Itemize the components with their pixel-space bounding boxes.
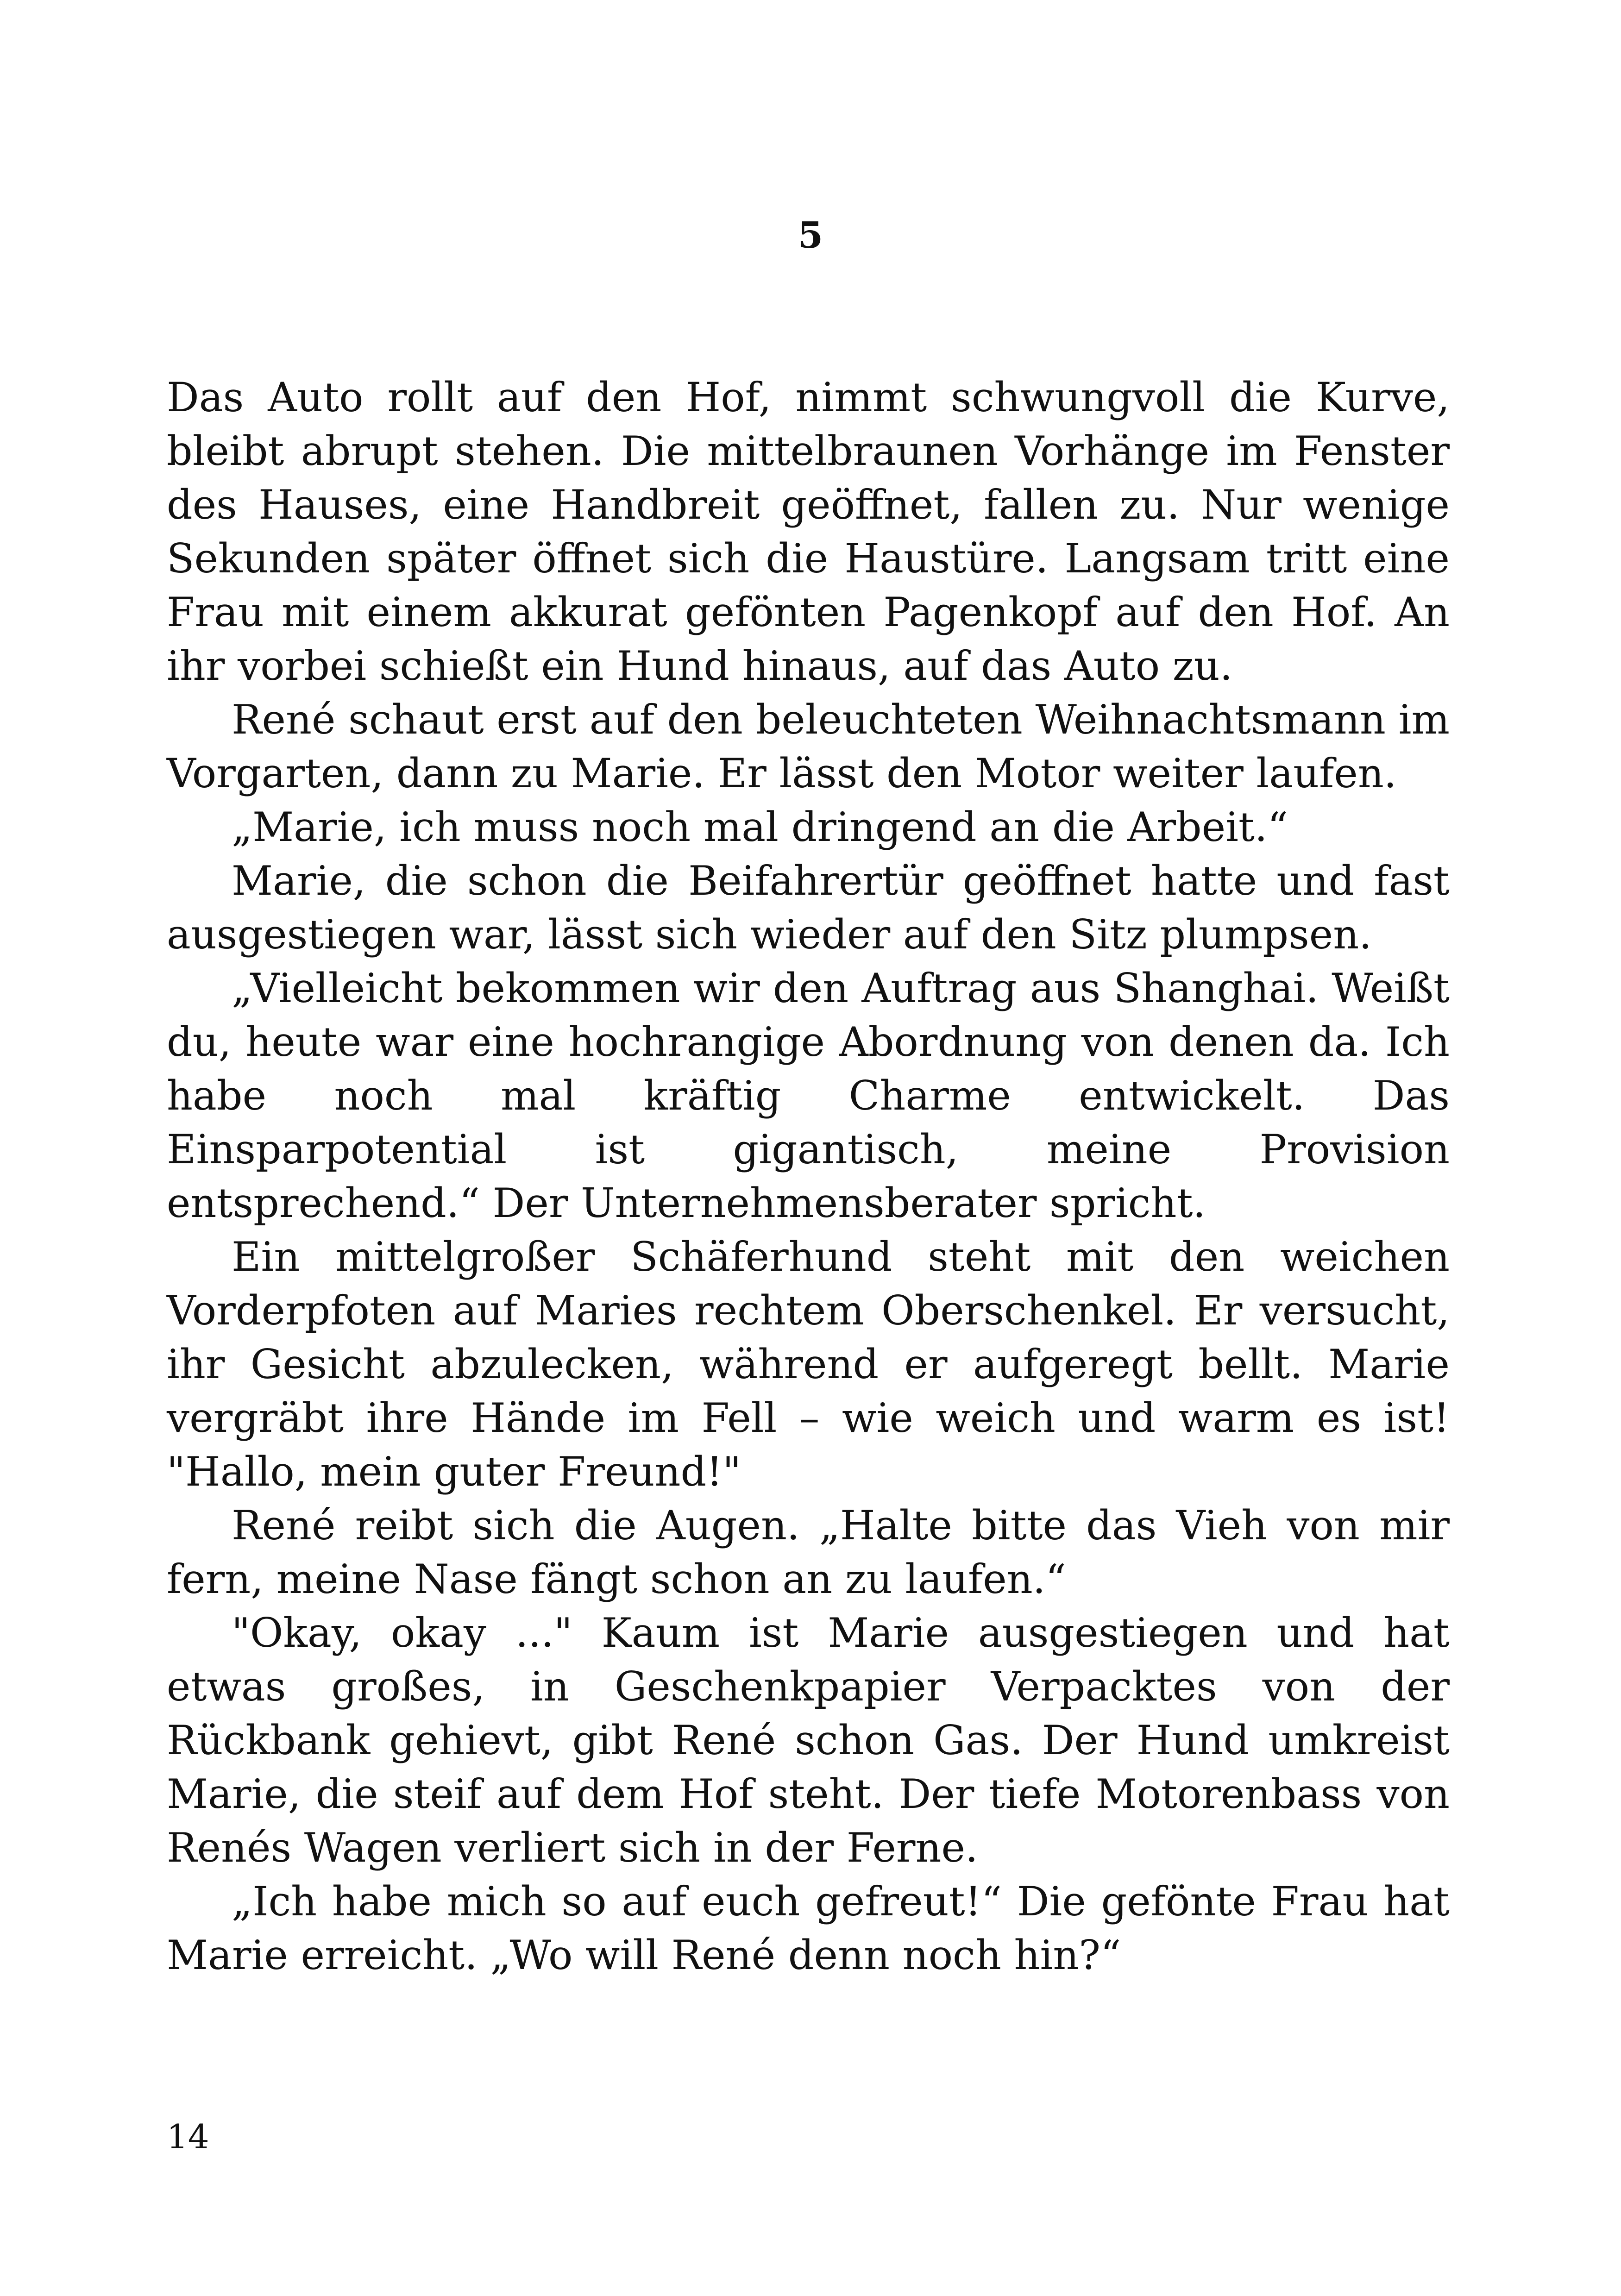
paragraph: Das Auto rollt auf den Hof, nimmt schwungvoll die Kurve, bleibt abrupt stehen. Die mittelbraunen Vorhänge im Fenster des Hauses, eine Handbreit geöffnet, fallen zu. Nur wenige Sekunden später öffnet sich die Haustüre. Langsam tritt eine Frau mit einem akkurat gefönten Pagenkopf auf den Hof. An ihr vorbei schießt ein Hund hinaus, auf das Auto zu. [167, 374, 1450, 690]
paragraph: René schaut erst auf den beleuchteten Weihnachtsmann im Vorgarten, dann zu Marie. Er lässt den Motor weiter laufen. [167, 696, 1450, 797]
paragraph: Ein mittelgroßer Schäferhund steht mit den weichen Vorderpfoten auf Maries rechtem Oberschenkel. Er versucht, ihr Gesicht abzulecken, während er aufgeregt bellt. Marie vergräbt ihre Hände im Fell – wie weich und warm es ist! "Hallo, mein guter Freund!" [167, 1233, 1450, 1495]
chapter-number: 5 [798, 214, 823, 257]
paragraph: "Okay, okay ..." Kaum ist Marie ausgestiegen und hat etwas großes, in Geschenkpapier Verpacktes von der Rückbank gehievt, gibt René schon Gas. Der Hund umkreist Marie, die steif auf dem Hof steht. Der tiefe Motorenbass von Renés Wagen verliert sich in der Ferne. [167, 1609, 1450, 1871]
page-number: 14 [167, 2117, 209, 2156]
paragraph: „Vielleicht bekommen wir den Auftrag aus Shanghai. Weißt du, heute war eine hochrangige Abordnung von denen da. Ich habe noch mal kräftig Charme entwickelt. Das Einsparpotential ist gigantisch, meine Provision entsprechend.“ Der Unternehmensberater spricht. [167, 965, 1450, 1227]
paragraph: „Ich habe mich so auf euch gefreut!“ Die gefönte Frau hat Marie erreicht. „Wo will René denn noch hin?“ [167, 1878, 1450, 1979]
paragraph: „Marie, ich muss noch mal dringend an die Arbeit.“ [232, 803, 1288, 851]
body-text [167, 370, 1450, 1982]
paragraph: Marie, die schon die Beifahrertür geöffnet hatte und fast ausgestiegen war, lässt sich wieder auf den Sitz plumpsen. [167, 857, 1450, 958]
paragraph: René reibt sich die Augen. „Halte bitte das Vieh von mir fern, meine Nase fängt schon an zu laufen.“ [167, 1502, 1450, 1603]
